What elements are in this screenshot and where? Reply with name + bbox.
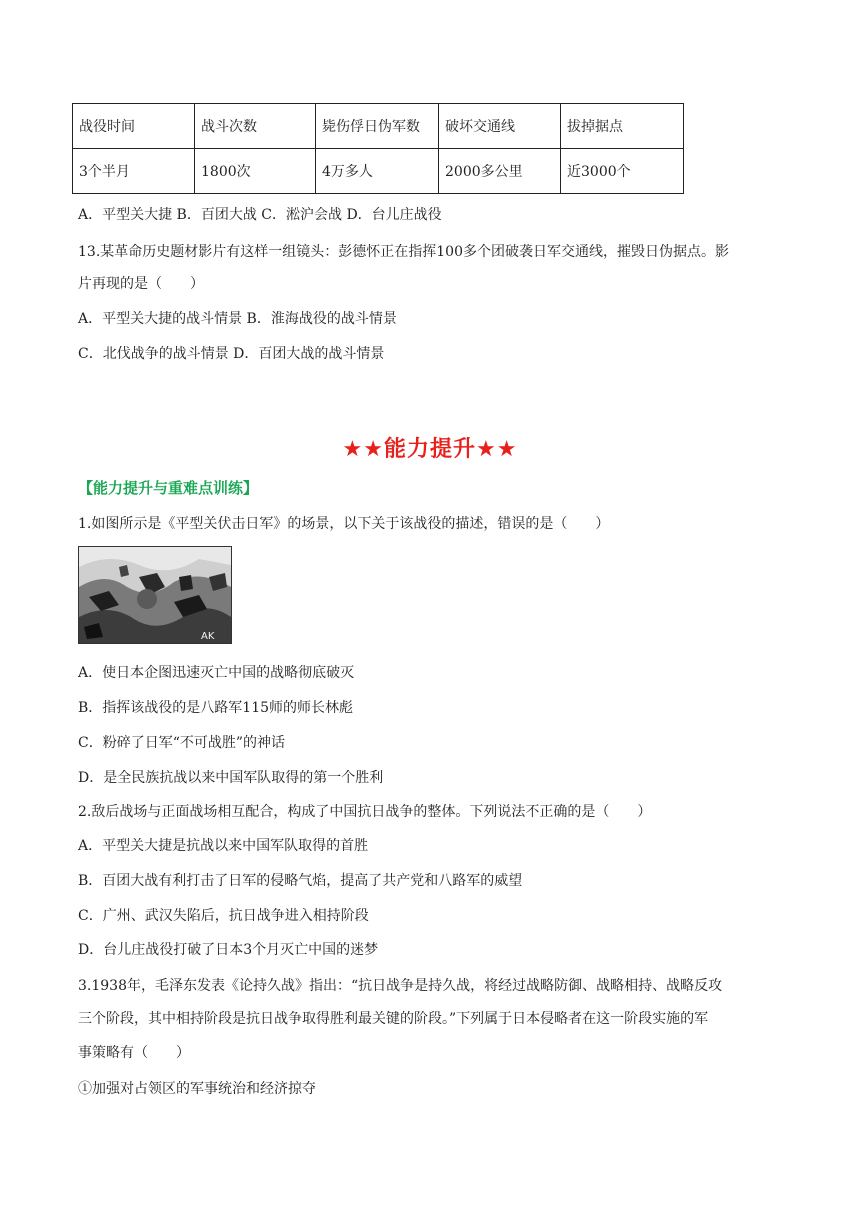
q2-stem: 2.敌后战场与正面战场相互配合，构成了中国抗日战争的整体。下列说法不正确的是（ ） [78, 804, 652, 820]
table-cell: 3个半月 [73, 149, 195, 194]
q13-options-ab: A．平型关大捷的战斗情景 B．淮海战役的战斗情景 [78, 311, 397, 327]
section-heading: ★★能力提升★★ [342, 437, 518, 462]
battle-scene-image [78, 546, 232, 644]
q3-stem-line2: 三个阶段，其中相持阶段是抗日战争取得胜利最关键的阶段。”下列属于日本侵略者在这一阶段实施的军 [78, 1011, 709, 1027]
q2-option-b: B．百团大战有利打击了日军的侵略气焰，提高了共产党和八路军的威望 [78, 873, 523, 889]
q1-option-d: D．是全民族抗战以来中国军队取得的第一个胜利 [78, 770, 384, 786]
q12-options: A．平型关大捷 B．百团大战 C．淞沪会战 D．台儿庄战役 [78, 207, 442, 223]
table-header-cell: 战役时间 [73, 104, 195, 149]
q1-stem: 1.如图所示是《平型关伏击日军》的场景，以下关于该战役的描述，错误的是（ ） [78, 516, 610, 532]
battle-stats-table [72, 103, 684, 194]
table-cell: 近3000个 [561, 149, 684, 194]
q1-option-c: C．粉碎了日军“不可战胜”的神话 [78, 735, 286, 751]
battle-scene-illustration [79, 547, 231, 643]
table-row [73, 149, 684, 194]
q3-stem-line3: 事策略有（ ） [78, 1045, 190, 1061]
q13-stem-line1: 13.某革命历史题材影片有这样一组镜头：彭德怀正在指挥100多个团破袭日军交通线，摧毁日伪据点。影 [78, 244, 729, 260]
q1-option-b: B．指挥该战役的是八路军115师的师长林彪 [78, 700, 354, 716]
q2-option-c: C．广州、武汉失陷后，抗日战争进入相持阶段 [78, 908, 369, 924]
table-header-cell: 破坏交通线 [439, 104, 561, 149]
q2-option-a: A．平型关大捷是抗战以来中国军队取得的首胜 [78, 838, 369, 854]
q13-stem-line2: 片再现的是（ ） [78, 276, 204, 292]
q2-option-d: D．台儿庄战役打破了日本3个月灭亡中国的迷梦 [78, 942, 379, 958]
table-cell: 1800次 [195, 149, 316, 194]
table-cell: 4万多人 [316, 149, 439, 194]
table-header-cell: 拔掉据点 [561, 104, 684, 149]
table-header-row [73, 104, 684, 149]
image-watermark: AK [201, 631, 215, 642]
q13-options-cd: C．北伐战争的战斗情景 D．百团大战的战斗情景 [78, 346, 385, 362]
section-subheading: 【能力提升与重难点训练】 [78, 479, 259, 497]
q1-option-a: A．使日本企图迅速灭亡中国的战略彻底破灭 [78, 665, 355, 681]
table-header-cell: 战斗次数 [195, 104, 316, 149]
table-header-cell: 毙伤俘日伪军数 [316, 104, 439, 149]
q3-item-1: ①加强对占领区的军事统治和经济掠夺 [78, 1081, 316, 1097]
q3-stem-line1: 3.1938年，毛泽东发表《论持久战》指出：“抗日战争是持久战，将经过战略防御、战略相持、战略反攻 [78, 978, 723, 994]
table-cell: 2000多公里 [439, 149, 561, 194]
